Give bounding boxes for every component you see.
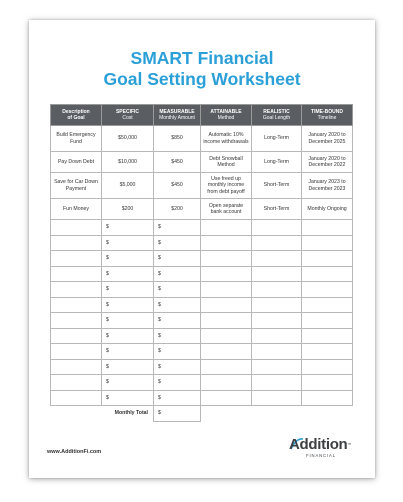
blank-row bbox=[51, 344, 353, 360]
header-main: Description bbox=[62, 109, 90, 115]
input-cell[interactable] bbox=[252, 375, 302, 391]
header-attainable bbox=[201, 105, 252, 126]
logo-subtitle: FINANCIAL bbox=[306, 453, 336, 458]
monthly-input-cell[interactable]: $ bbox=[154, 390, 201, 406]
header-sub: Goal Length bbox=[262, 115, 291, 121]
input-cell[interactable] bbox=[201, 359, 252, 375]
logo-word bbox=[289, 436, 351, 453]
monthly-input-cell[interactable]: $ bbox=[154, 282, 201, 298]
blank-row bbox=[51, 297, 353, 313]
empty-cell bbox=[201, 406, 252, 422]
input-cell[interactable] bbox=[51, 282, 102, 298]
input-cell[interactable] bbox=[201, 282, 252, 298]
input-cell[interactable] bbox=[302, 220, 353, 236]
input-cell[interactable] bbox=[302, 266, 353, 282]
header-main: REALISTIC bbox=[263, 109, 290, 115]
monthly-input-cell[interactable]: $ bbox=[154, 235, 201, 251]
header-sub: Timeline bbox=[317, 115, 337, 121]
input-cell[interactable] bbox=[201, 220, 252, 236]
addition-financial-logo bbox=[289, 436, 359, 462]
cost-input-cell[interactable]: $ bbox=[102, 344, 154, 360]
header-sub: Cost bbox=[122, 115, 133, 121]
goal-cell: Build Emergency Fund bbox=[51, 126, 102, 152]
method-cell: Open separate bank account bbox=[201, 199, 252, 220]
input-cell[interactable] bbox=[252, 390, 302, 406]
input-cell[interactable] bbox=[252, 313, 302, 329]
input-cell[interactable] bbox=[201, 297, 252, 313]
header-sub: Method bbox=[217, 115, 235, 121]
input-cell[interactable] bbox=[51, 266, 102, 282]
monthly-input-cell[interactable]: $ bbox=[154, 251, 201, 267]
input-cell[interactable] bbox=[252, 328, 302, 344]
input-cell[interactable] bbox=[51, 344, 102, 360]
blank-row bbox=[51, 375, 353, 391]
cost-cell: $50,000 bbox=[102, 126, 154, 152]
input-cell[interactable] bbox=[201, 375, 252, 391]
input-cell[interactable] bbox=[201, 328, 252, 344]
input-cell[interactable] bbox=[201, 266, 252, 282]
header-main: TIME-BOUND bbox=[311, 109, 343, 115]
title-line-1: SMART Financial bbox=[130, 48, 274, 68]
input-cell[interactable] bbox=[51, 328, 102, 344]
input-cell[interactable] bbox=[201, 344, 252, 360]
table-row bbox=[51, 173, 353, 199]
monthly-cell: $450 bbox=[154, 152, 201, 173]
cost-input-cell[interactable]: $ bbox=[102, 220, 154, 236]
cost-input-cell[interactable]: $ bbox=[102, 359, 154, 375]
logo-trademark: ™ bbox=[347, 442, 352, 447]
header-realistic bbox=[252, 105, 302, 126]
table-row bbox=[51, 152, 353, 173]
timeline-cell: Monthly Ongoing bbox=[302, 199, 353, 220]
blank-row bbox=[51, 390, 353, 406]
monthly-cell: $850 bbox=[154, 126, 201, 152]
header-main: SPECIFIC bbox=[115, 109, 140, 115]
monthly-input-cell[interactable]: $ bbox=[154, 359, 201, 375]
method-cell: Debt Snowball Method bbox=[201, 152, 252, 173]
table-row bbox=[51, 126, 353, 152]
input-cell[interactable] bbox=[302, 297, 353, 313]
input-cell[interactable] bbox=[201, 313, 252, 329]
header-time-bound bbox=[302, 105, 353, 126]
input-cell[interactable] bbox=[252, 297, 302, 313]
cost-input-cell[interactable]: $ bbox=[102, 390, 154, 406]
logo-text: Addition bbox=[289, 436, 348, 453]
method-cell: Use freed up monthly income from debt payoff bbox=[201, 173, 252, 199]
header-description bbox=[51, 105, 102, 126]
cost-input-cell[interactable]: $ bbox=[102, 313, 154, 329]
input-cell[interactable] bbox=[302, 251, 353, 267]
blank-row bbox=[51, 359, 353, 375]
header-main: ATTAINABLE bbox=[210, 109, 242, 115]
input-cell[interactable] bbox=[51, 235, 102, 251]
blank-row bbox=[51, 328, 353, 344]
input-cell[interactable] bbox=[252, 266, 302, 282]
length-cell: Short-Term bbox=[252, 199, 302, 220]
blank-row bbox=[51, 235, 353, 251]
input-cell[interactable] bbox=[302, 390, 353, 406]
input-cell[interactable] bbox=[302, 375, 353, 391]
input-cell[interactable] bbox=[51, 297, 102, 313]
input-cell[interactable] bbox=[201, 235, 252, 251]
timeline-cell: January 2023 to December 2023 bbox=[302, 173, 353, 199]
header-measurable bbox=[154, 105, 201, 126]
input-cell[interactable] bbox=[302, 359, 353, 375]
blank-row bbox=[51, 220, 353, 236]
length-cell: Long-Term bbox=[252, 152, 302, 173]
header-row bbox=[51, 105, 353, 126]
input-cell[interactable] bbox=[51, 251, 102, 267]
method-cell: Automatic 10% income withdrawals bbox=[201, 126, 252, 152]
input-cell[interactable] bbox=[252, 251, 302, 267]
input-cell[interactable] bbox=[51, 220, 102, 236]
blank-row bbox=[51, 282, 353, 298]
input-cell[interactable] bbox=[252, 235, 302, 251]
input-cell[interactable] bbox=[252, 344, 302, 360]
goal-cell: Save for Car Down Payment bbox=[51, 173, 102, 199]
monthly-cell: $450 bbox=[154, 173, 201, 199]
blank-row bbox=[51, 266, 353, 282]
length-cell: Short-Term bbox=[252, 173, 302, 199]
timeline-cell: January 2020 to December 2025 bbox=[302, 126, 353, 152]
blank-row bbox=[51, 313, 353, 329]
monthly-input-cell[interactable]: $ bbox=[154, 375, 201, 391]
title-line-2: Goal Setting Worksheet bbox=[103, 69, 301, 89]
empty-cell bbox=[252, 406, 302, 422]
input-cell[interactable] bbox=[201, 251, 252, 267]
input-cell[interactable] bbox=[302, 235, 353, 251]
cost-input-cell[interactable]: $ bbox=[102, 375, 154, 391]
cost-cell: $5,000 bbox=[102, 173, 154, 199]
goal-cell: Pay Down Debt bbox=[51, 152, 102, 173]
header-main: MEASURABLE bbox=[159, 109, 195, 115]
input-cell[interactable] bbox=[201, 390, 252, 406]
cost-input-cell[interactable]: $ bbox=[102, 328, 154, 344]
input-cell[interactable] bbox=[302, 344, 353, 360]
footer-url: www.AdditionFi.com bbox=[47, 449, 102, 455]
length-cell: Long-Term bbox=[252, 126, 302, 152]
cost-cell: $200 bbox=[102, 199, 154, 220]
input-cell[interactable] bbox=[302, 313, 353, 329]
monthly-input-cell[interactable]: $ bbox=[154, 313, 201, 329]
goal-cell: Fun Money bbox=[51, 199, 102, 220]
input-cell[interactable] bbox=[302, 282, 353, 298]
input-cell[interactable] bbox=[252, 282, 302, 298]
cost-input-cell[interactable]: $ bbox=[102, 235, 154, 251]
monthly-input-cell[interactable]: $ bbox=[154, 344, 201, 360]
cost-input-cell[interactable]: $ bbox=[102, 297, 154, 313]
header-sub: Monthly Amount bbox=[159, 115, 195, 121]
input-cell[interactable] bbox=[51, 313, 102, 329]
monthly-input-cell[interactable]: $ bbox=[154, 297, 201, 313]
monthly-input-cell[interactable]: $ bbox=[154, 328, 201, 344]
empty-cell bbox=[302, 406, 353, 422]
timeline-cell: January 2020 to December 2022 bbox=[302, 152, 353, 173]
cost-cell: $10,000 bbox=[102, 152, 154, 173]
table-row bbox=[51, 199, 353, 220]
goal-table bbox=[50, 104, 353, 422]
worksheet-page bbox=[29, 20, 375, 478]
cost-input-cell[interactable]: $ bbox=[102, 251, 154, 267]
monthly-total-row bbox=[51, 406, 353, 422]
input-cell[interactable] bbox=[51, 390, 102, 406]
monthly-input-cell[interactable]: $ bbox=[154, 220, 201, 236]
input-cell[interactable] bbox=[51, 359, 102, 375]
cost-input-cell[interactable]: $ bbox=[102, 266, 154, 282]
input-cell[interactable] bbox=[302, 328, 353, 344]
blank-row bbox=[51, 251, 353, 267]
input-cell[interactable] bbox=[51, 375, 102, 391]
monthly-total-label: Monthly Total bbox=[114, 410, 148, 417]
empty-cell bbox=[51, 406, 102, 422]
monthly-input-cell[interactable]: $ bbox=[154, 266, 201, 282]
monthly-cell: $200 bbox=[154, 199, 201, 220]
header-sub: of Goal bbox=[67, 115, 85, 121]
input-cell[interactable] bbox=[252, 359, 302, 375]
cost-input-cell[interactable]: $ bbox=[102, 282, 154, 298]
monthly-total-value[interactable]: $ bbox=[154, 406, 201, 422]
input-cell[interactable] bbox=[252, 220, 302, 236]
header-specific bbox=[102, 105, 154, 126]
